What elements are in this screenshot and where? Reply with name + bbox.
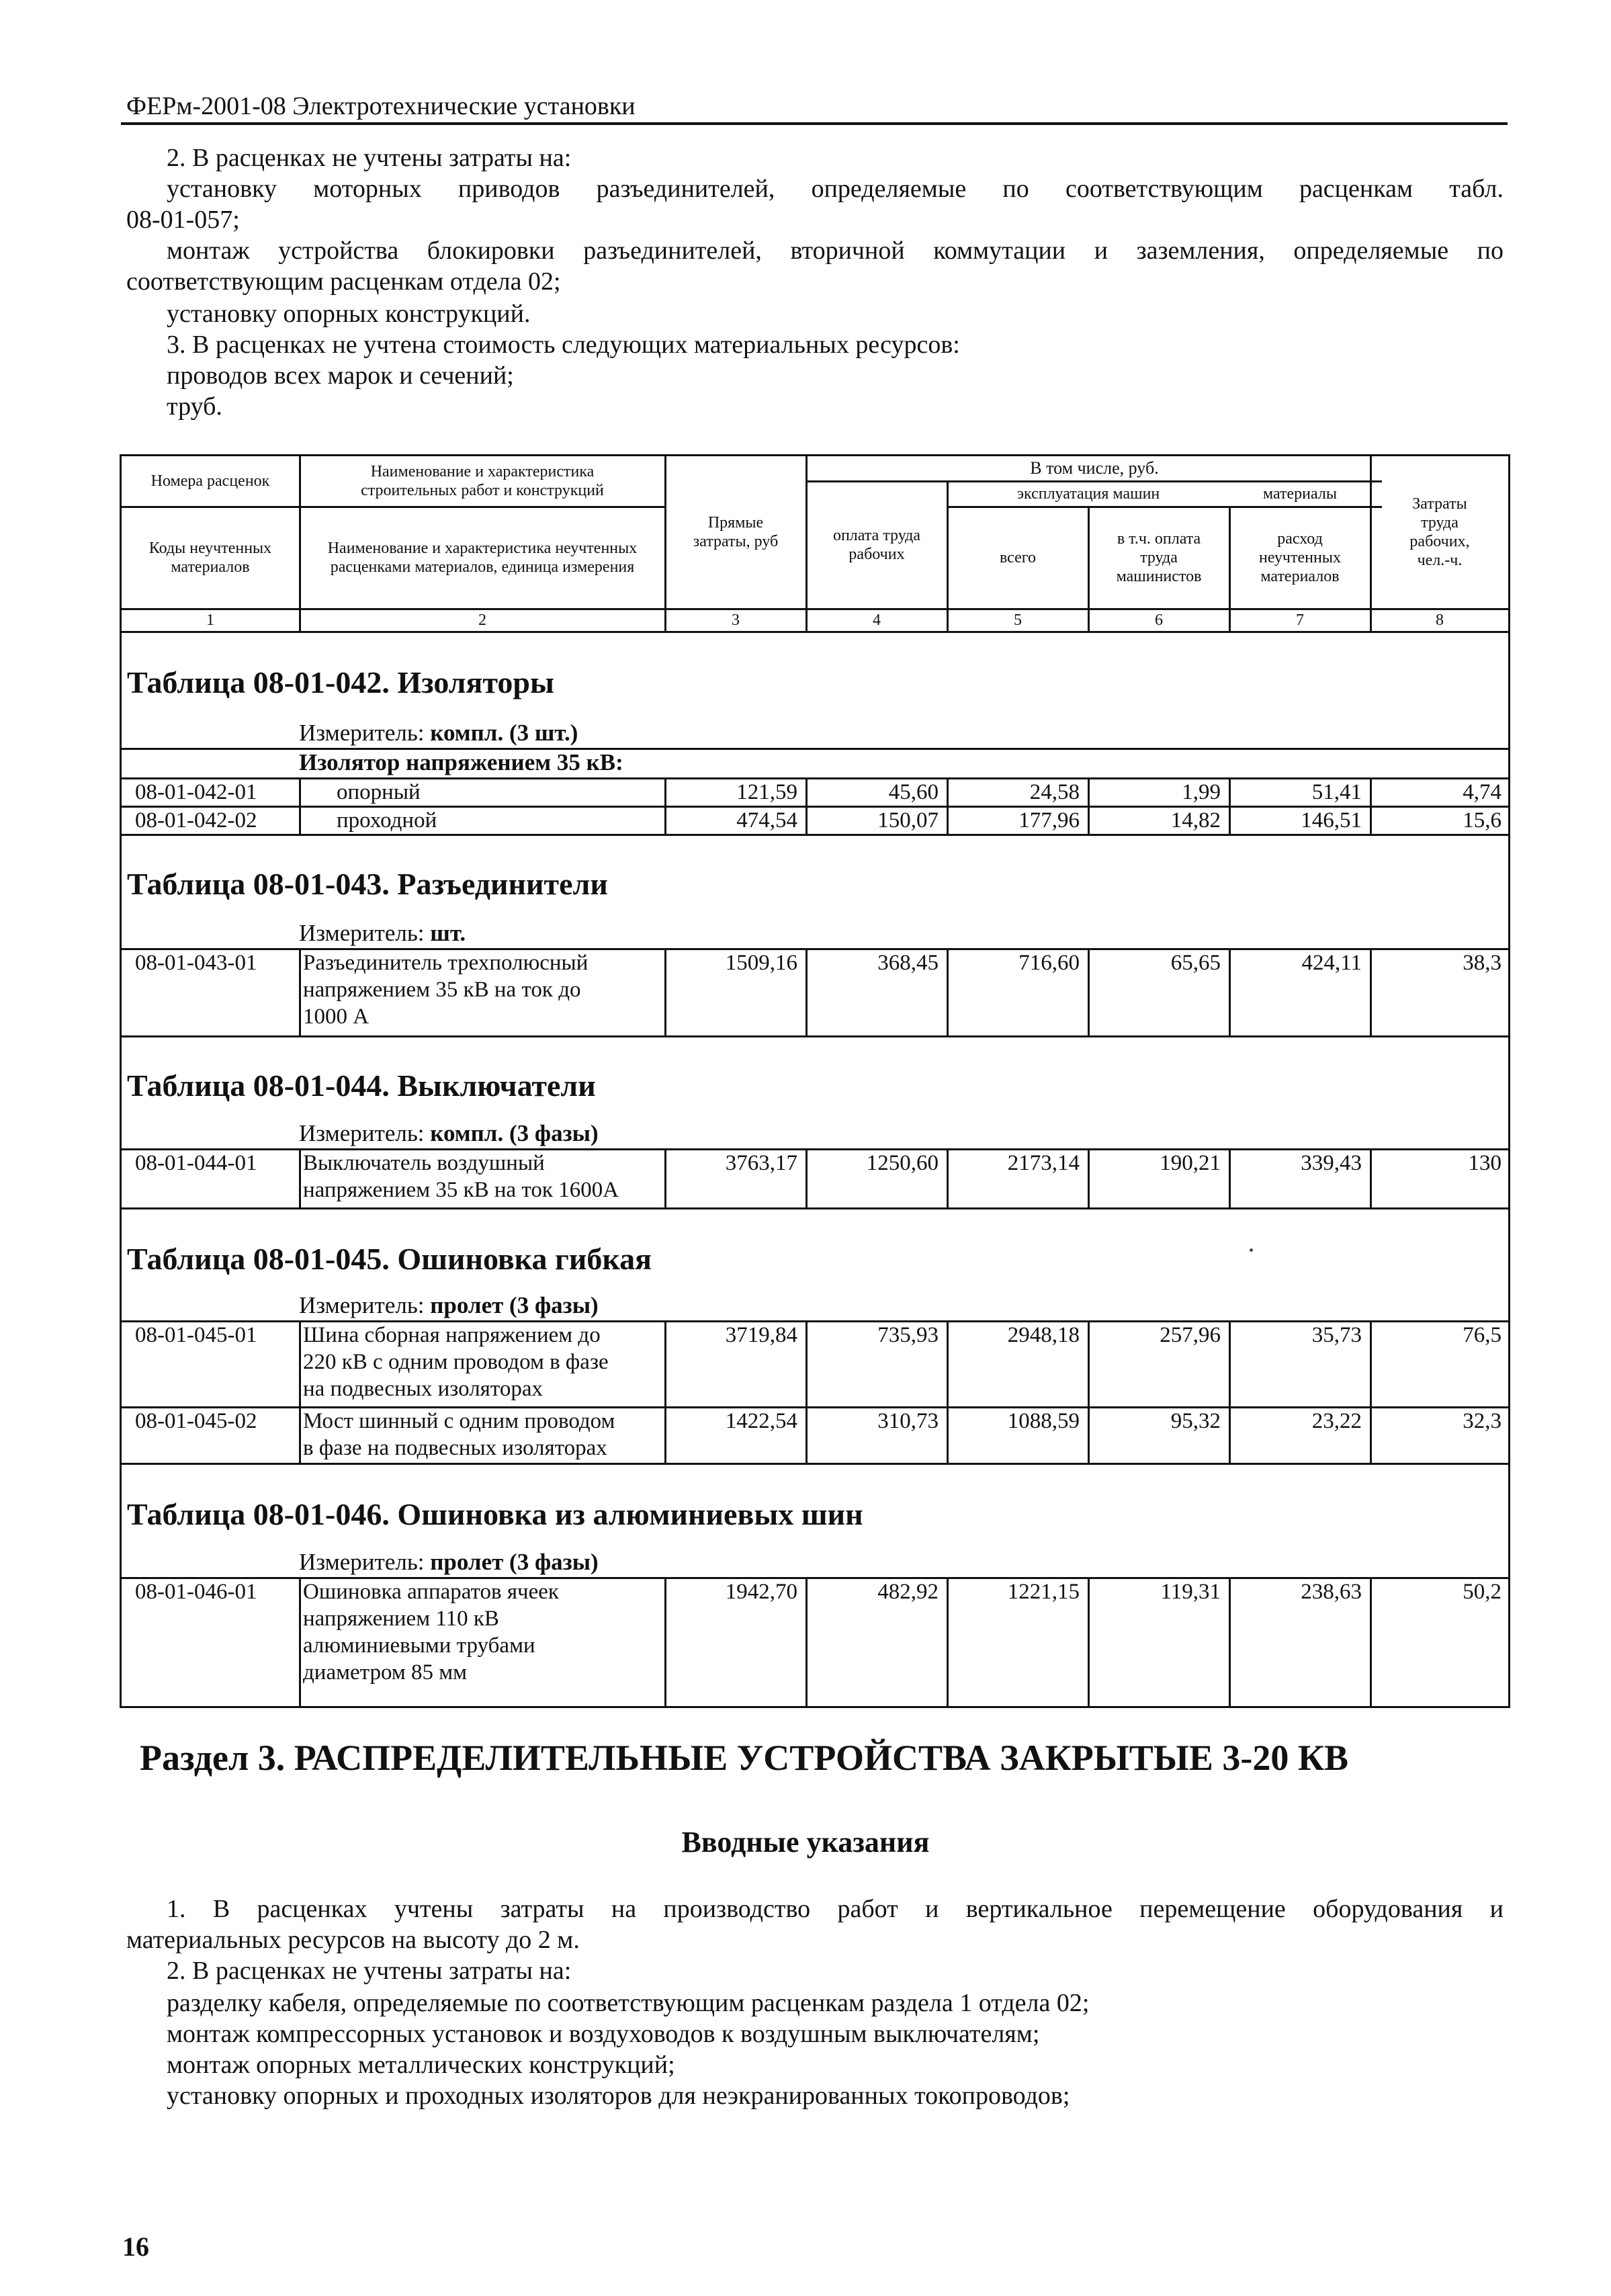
work-name-line: Шина сборная напряжением до bbox=[303, 1323, 601, 1347]
column-number: 1 bbox=[206, 611, 214, 629]
direct-costs: 1942,70 bbox=[725, 1580, 797, 1604]
work-name-line: диаметром 85 мм bbox=[303, 1660, 467, 1685]
running-header bbox=[121, 82, 1508, 125]
intro-p2-item-1: разделку кабеля, определяемые по соответствующим расценкам раздела 1 отдела 02; bbox=[167, 1989, 1090, 2017]
header-material-name: Наименование и характеристика неучтенных расценками материалов, единица измерения bbox=[327, 540, 638, 576]
materials-cost: 238,63 bbox=[1301, 1580, 1362, 1604]
operator-pay: 119,31 bbox=[1160, 1580, 1221, 1604]
rate-code: 08-01-045-01 bbox=[135, 1323, 257, 1347]
worker-pay: 482,92 bbox=[877, 1580, 939, 1604]
intro-p2-item-3: монтаж опорных металлических конструкций; bbox=[167, 2051, 675, 2079]
note-2-item-1-line-2: 08-01-057; bbox=[126, 206, 240, 234]
rate-code: 08-01-042-02 bbox=[135, 808, 257, 833]
labor-costs: 15,6 bbox=[1463, 808, 1501, 833]
rate-code: 08-01-044-01 bbox=[135, 1151, 257, 1175]
rate-code: 08-01-045-02 bbox=[135, 1409, 257, 1433]
work-name-line: Мост шинный с одним проводом bbox=[303, 1409, 615, 1433]
work-name-line: в фазе на подвесных изоляторах bbox=[303, 1436, 607, 1460]
row-line bbox=[122, 834, 1508, 836]
column-number: 8 bbox=[1436, 611, 1444, 629]
column-number: 6 bbox=[1155, 611, 1163, 629]
table-measure bbox=[299, 1549, 599, 1576]
table-title: Таблица 08-01-044. Выключатели bbox=[127, 1068, 596, 1103]
col-divider bbox=[299, 777, 301, 834]
measure-label: Измеритель: bbox=[299, 1292, 425, 1318]
measure-label: Измеритель: bbox=[299, 720, 425, 746]
table-measure bbox=[299, 1120, 599, 1147]
table-measure bbox=[299, 720, 578, 747]
work-name-line: Ошиновка аппаратов ячеек bbox=[303, 1580, 559, 1604]
header-operator-pay: в т.ч. оплата труда машинистов bbox=[1116, 530, 1202, 585]
measure-label: Измеритель: bbox=[299, 920, 425, 946]
header-direct-costs: Прямые затраты, руб bbox=[693, 514, 779, 550]
header-machines-total: всего bbox=[999, 549, 1037, 566]
header-worker-pay: оплата труда рабочих bbox=[832, 527, 921, 563]
intro-heading: Вводные указания bbox=[681, 1826, 930, 1859]
col-divider bbox=[299, 1577, 301, 1706]
work-name: проходной bbox=[337, 808, 437, 833]
scan-speck bbox=[1250, 1248, 1253, 1252]
work-name-line: напряжением 35 кВ на ток 1600А bbox=[303, 1178, 619, 1202]
note-3-item-1: проводов всех марок и сечений; bbox=[167, 362, 514, 390]
intro-p1-line-1: 1. В расценках учтены затраты на производство работ и вертикальное перемещение оборудования и bbox=[167, 1895, 1504, 1923]
rate-code: 08-01-043-01 bbox=[135, 951, 257, 975]
table-title: Таблица 08-01-045. Ошиновка гибкая bbox=[127, 1242, 652, 1276]
direct-costs: 474,54 bbox=[736, 808, 797, 833]
machines-total: 716,60 bbox=[1018, 951, 1080, 975]
direct-costs: 121,59 bbox=[736, 780, 797, 804]
work-name-line: 220 кВ с одним проводом в фазе bbox=[303, 1350, 609, 1374]
intro-p1-line-2: материальных ресурсов на высоту до 2 м. bbox=[126, 1926, 580, 1954]
column-number: 3 bbox=[732, 611, 740, 629]
measure-value: компл. (3 фазы) bbox=[430, 1120, 599, 1146]
col-divider bbox=[299, 1320, 301, 1463]
note-2-title: 2. В расценках не учтены затраты на: bbox=[167, 144, 572, 172]
machines-total: 24,58 bbox=[1029, 780, 1080, 804]
materials-cost: 35,73 bbox=[1311, 1323, 1362, 1347]
machines-total: 1221,15 bbox=[1007, 1580, 1080, 1604]
note-2-item-1-line-1: установку моторных приводов разъединителей, определяемые по соответствующим расценкам табл. bbox=[167, 175, 1504, 203]
section-title: Раздел 3. РАСПРЕДЕЛИТЕЛЬНЫЕ УСТРОЙСТВА ЗАКРЫТЫЕ 3-20 КВ bbox=[140, 1738, 1349, 1778]
intro-p2-item-2: монтаж компрессорных установок и воздуховодов к воздушным выключателям; bbox=[167, 2020, 1040, 2048]
intro-p2-item-4: установку опорных и проходных изоляторов для неэкранированных токопроводов; bbox=[167, 2082, 1070, 2110]
note-2-item-2-line-2: соответствующим расценкам отдела 02; bbox=[126, 267, 561, 296]
note-2-item-3: установку опорных конструкций. bbox=[167, 300, 531, 328]
direct-costs: 1509,16 bbox=[725, 951, 797, 975]
col-divider bbox=[299, 948, 301, 1035]
direct-costs: 1422,54 bbox=[725, 1409, 797, 1433]
materials-cost: 146,51 bbox=[1301, 808, 1362, 833]
rate-code: 08-01-046-01 bbox=[135, 1580, 257, 1604]
table-title: Таблица 08-01-046. Ошиновка из алюминиевых шин bbox=[127, 1497, 863, 1531]
header-machines: эксплуатация машин bbox=[1016, 485, 1160, 503]
direct-costs: 3719,84 bbox=[725, 1323, 797, 1347]
table-subheading: Изолятор напряжением 35 кВ: bbox=[299, 749, 623, 775]
row-line bbox=[122, 1207, 1508, 1209]
row-line bbox=[122, 1035, 1508, 1037]
header-numbers-line bbox=[122, 631, 1508, 633]
machines-total: 177,96 bbox=[1018, 808, 1080, 833]
page-number: 16 bbox=[122, 2231, 149, 2262]
measure-label: Измеритель: bbox=[299, 1549, 425, 1575]
header-including-group: В том числе, руб. bbox=[1030, 458, 1159, 478]
table-title: Таблица 08-01-042. Изоляторы bbox=[127, 665, 554, 699]
direct-costs: 3763,17 bbox=[725, 1151, 797, 1175]
column-number: 5 bbox=[1014, 611, 1022, 629]
column-number: 2 bbox=[478, 611, 486, 629]
machines-total: 2948,18 bbox=[1007, 1323, 1080, 1347]
column-number: 4 bbox=[873, 611, 881, 629]
intro-p2-title: 2. В расценках не учтены затраты на: bbox=[167, 1957, 572, 1985]
work-name-line: на подвесных изоляторах bbox=[303, 1377, 543, 1401]
labor-costs: 50,2 bbox=[1463, 1580, 1501, 1604]
materials-cost: 51,41 bbox=[1311, 780, 1362, 804]
col-divider bbox=[299, 1148, 301, 1207]
operator-pay: 65,65 bbox=[1170, 951, 1221, 975]
measure-value: компл. (3 шт.) bbox=[430, 720, 578, 746]
work-name-line: 1000 А bbox=[303, 1005, 369, 1029]
labor-costs: 38,3 bbox=[1463, 951, 1501, 975]
operator-pay: 95,32 bbox=[1170, 1409, 1221, 1433]
labor-costs: 32,3 bbox=[1463, 1409, 1501, 1433]
measure-value: пролет (3 фазы) bbox=[430, 1549, 599, 1575]
rate-code: 08-01-042-01 bbox=[135, 780, 257, 804]
table-measure bbox=[299, 920, 466, 947]
labor-costs: 4,74 bbox=[1463, 780, 1501, 804]
labor-costs: 130 bbox=[1468, 1151, 1501, 1175]
work-name-line: Разъединитель трехполюсный bbox=[303, 951, 589, 975]
measure-value: шт. bbox=[430, 920, 466, 946]
rates-table bbox=[120, 454, 1510, 1708]
worker-pay: 45,60 bbox=[888, 780, 939, 804]
table-measure bbox=[299, 1292, 599, 1319]
note-3-title: 3. В расценках не учтена стоимость следующих материальных ресурсов: bbox=[167, 331, 960, 359]
work-name-line: алюминиевыми трубами bbox=[303, 1633, 535, 1658]
measure-value: пролет (3 фазы) bbox=[430, 1292, 599, 1318]
operator-pay: 1,99 bbox=[1182, 780, 1221, 804]
machines-total: 2173,14 bbox=[1007, 1151, 1080, 1175]
machines-total: 1088,59 bbox=[1007, 1409, 1080, 1433]
materials-cost: 424,11 bbox=[1301, 951, 1362, 975]
worker-pay: 310,73 bbox=[877, 1409, 939, 1433]
work-name: опорный bbox=[337, 780, 421, 804]
header-labor-costs: Затраты труда рабочих, чел.-ч. bbox=[1409, 495, 1470, 569]
worker-pay: 1250,60 bbox=[866, 1151, 939, 1175]
materials-cost: 339,43 bbox=[1301, 1151, 1362, 1175]
header-materials: материалы bbox=[1262, 485, 1337, 503]
row-line bbox=[122, 1463, 1508, 1465]
labor-costs: 76,5 bbox=[1463, 1323, 1501, 1347]
work-name-line: Выключатель воздушный bbox=[303, 1151, 545, 1175]
table-title: Таблица 08-01-043. Разъединители bbox=[127, 867, 608, 901]
note-3-item-2: труб. bbox=[167, 392, 222, 421]
header-rate-numbers: Номера расценок bbox=[150, 472, 270, 490]
running-title: ФЕРм-2001-08 Электротехнические установки bbox=[126, 92, 636, 120]
header-work-name: Наименование и характеристика строительных работ и конструкций bbox=[361, 463, 604, 499]
header-material-codes: Коды неучтенных материалов bbox=[148, 540, 272, 576]
worker-pay: 368,45 bbox=[877, 951, 939, 975]
header-material-consumption: расход неучтенных материалов bbox=[1259, 530, 1341, 585]
column-number: 7 bbox=[1296, 611, 1304, 629]
measure-label: Измеритель: bbox=[299, 1120, 425, 1146]
worker-pay: 735,93 bbox=[877, 1323, 939, 1347]
note-2-item-2-line-1: монтаж устройства блокировки разъединителей, вторичной коммутации и заземления, определяемые по bbox=[167, 237, 1504, 265]
work-name-line: напряжением 35 кВ на ток до bbox=[303, 978, 581, 1002]
operator-pay: 257,96 bbox=[1160, 1323, 1221, 1347]
materials-cost: 23,22 bbox=[1311, 1409, 1362, 1433]
worker-pay: 150,07 bbox=[877, 808, 939, 833]
work-name-line: напряжением 110 кВ bbox=[303, 1607, 499, 1631]
operator-pay: 14,82 bbox=[1170, 808, 1221, 833]
operator-pay: 190,21 bbox=[1160, 1151, 1221, 1175]
